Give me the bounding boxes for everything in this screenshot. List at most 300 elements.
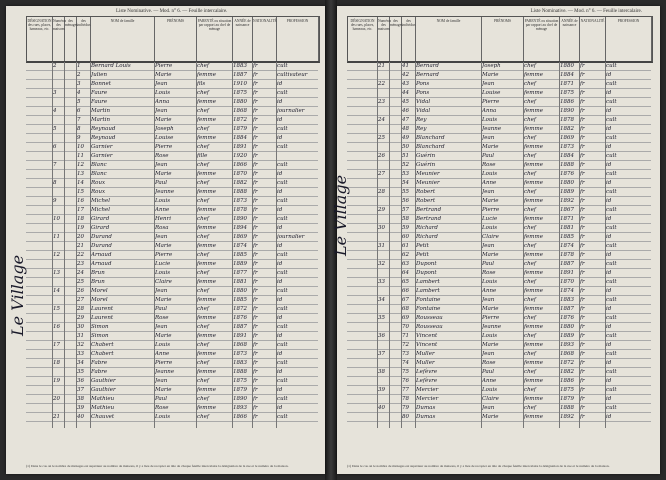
cell-prof: id <box>277 81 283 87</box>
cell-prof: id <box>277 261 283 267</box>
table-row <box>26 215 318 224</box>
cell-rel: chef <box>197 162 209 168</box>
cell-first: Jeanne <box>155 189 175 195</box>
cell-rel: chef <box>197 90 209 96</box>
cell-year: 1874 <box>560 243 574 249</box>
cell-name: Bernard <box>416 63 439 69</box>
cell-prof: cult <box>606 81 617 87</box>
cell-year: 1891 <box>233 144 247 150</box>
cell-n: 41 <box>402 63 409 69</box>
cell-first: Louis <box>155 90 171 96</box>
cell-year: 1881 <box>233 279 247 285</box>
cell-n: 12 <box>77 162 84 168</box>
cell-n: 35 <box>77 369 84 375</box>
cell-name: Rousseau <box>416 315 443 321</box>
cell-rel: chef <box>197 360 209 366</box>
cell-nat: fr <box>253 351 258 357</box>
cell-nat: fr <box>580 414 585 420</box>
cell-rel: femme <box>197 333 216 339</box>
cell-rel: femme <box>524 252 543 258</box>
cell-year: 1885 <box>233 252 247 258</box>
cell-prof: id <box>606 144 612 150</box>
cell-name: Martin <box>91 117 111 123</box>
cell-first: Paul <box>482 153 495 159</box>
cell-first: Paul <box>482 369 495 375</box>
cell-year: 1869 <box>233 234 247 240</box>
table-row <box>26 206 318 215</box>
cell-rel: femme <box>197 315 216 321</box>
cell-first: Jean <box>155 378 168 384</box>
cell-m: 18 <box>53 360 60 366</box>
table-row <box>26 188 318 197</box>
cell-nat: fr <box>580 135 585 141</box>
cell-rel: femme <box>197 225 216 231</box>
cell-n: 9 <box>77 135 81 141</box>
cell-nat: fr <box>253 405 258 411</box>
cell-year: 1876 <box>560 171 574 177</box>
column-rule <box>401 62 402 428</box>
cell-rel: femme <box>524 90 543 96</box>
cell-nat: fr <box>580 189 585 195</box>
cell-prof: cult <box>277 90 288 96</box>
cell-n: 19 <box>77 225 84 231</box>
cell-name: Morel <box>91 297 108 303</box>
header-cell: NATIONALITÉ <box>580 17 606 61</box>
cell-name: Girard <box>91 225 110 231</box>
cell-prof: cult <box>277 378 288 384</box>
table-row <box>26 98 318 107</box>
cell-prof: id <box>277 99 283 105</box>
cell-nat: fr <box>253 99 258 105</box>
cell-year: 1873 <box>233 351 247 357</box>
cell-rel: femme <box>524 414 543 420</box>
cell-prof: cult <box>277 360 288 366</box>
cell-first: Rose <box>155 405 169 411</box>
cell-rel: chef <box>197 324 209 330</box>
cell-rel: chef <box>524 333 536 339</box>
cell-m: 27 <box>378 171 385 177</box>
cell-name: Morel <box>91 288 108 294</box>
cell-nat: fr <box>253 270 258 276</box>
cell-n: 76 <box>402 378 409 384</box>
cell-n: 13 <box>77 171 84 177</box>
cell-first: Joseph <box>482 63 501 69</box>
cell-prof: cult <box>277 198 288 204</box>
cell-nat: fr <box>580 90 585 96</box>
cell-rel: chef <box>524 81 536 87</box>
cell-prof: cult <box>277 288 288 294</box>
cell-first: Paul <box>155 306 168 312</box>
cell-year: 1875 <box>233 378 247 384</box>
cell-prof: id <box>606 72 612 78</box>
cell-first: Jean <box>155 324 168 330</box>
cell-first: Louis <box>482 225 498 231</box>
column-rule <box>76 62 77 428</box>
cell-n: 57 <box>402 207 409 213</box>
table-row <box>26 305 318 314</box>
cell-n: 61 <box>402 243 409 249</box>
cell-prof: id <box>606 288 612 294</box>
cell-year: 1879 <box>560 396 574 402</box>
cell-n: 51 <box>402 153 409 159</box>
cell-n: 73 <box>402 351 409 357</box>
cell-m: 21 <box>53 414 60 420</box>
cell-year: 1880 <box>560 324 574 330</box>
cell-name: Roux <box>91 189 106 195</box>
cell-year: 1873 <box>233 198 247 204</box>
cell-rel: femme <box>197 99 216 105</box>
cell-prof: id <box>606 378 612 384</box>
cell-name: Mathieu <box>91 396 115 402</box>
cell-nat: fr <box>253 225 258 231</box>
cell-nat: fr <box>253 414 258 420</box>
cell-rel: chef <box>524 315 536 321</box>
cell-year: 1880 <box>233 288 247 294</box>
cell-name: Bernard Louis <box>91 63 131 69</box>
cell-rel: chef <box>197 180 209 186</box>
cell-m: 29 <box>378 207 385 213</box>
cell-first: Louis <box>482 387 498 393</box>
cell-nat: fr <box>580 324 585 330</box>
cell-n: 6 <box>77 108 81 114</box>
cell-name: Girard <box>91 216 110 222</box>
cell-prof: cult <box>277 162 288 168</box>
cell-year: 1888 <box>560 162 574 168</box>
header-cell: NOM de famille <box>416 17 482 61</box>
cell-first: Anne <box>482 378 497 384</box>
cell-first: Louis <box>482 279 498 285</box>
footnote: (1) Dans le cas où le nombre de ménages est supérieur au nombre de maisons, il y a lieu de recopier en tête de chaque feuille intercalaire la désignation de la rue et le numéro de la maison. <box>347 463 610 468</box>
cell-n: 69 <box>402 315 409 321</box>
cell-name: Brun <box>91 270 105 276</box>
cell-rel: chef <box>524 297 536 303</box>
cell-n: 7 <box>77 117 81 123</box>
cell-nat: fr <box>580 81 585 87</box>
cell-nat: fr <box>253 180 258 186</box>
cell-prof: id <box>277 279 283 285</box>
cell-m: 33 <box>378 279 385 285</box>
cell-name: Martin <box>91 108 111 114</box>
cell-name: Guérin <box>416 162 436 168</box>
cell-rel: femme <box>524 306 543 312</box>
cell-year: 1892 <box>560 198 574 204</box>
cell-year: 1869 <box>560 135 574 141</box>
cell-first: Pierre <box>155 360 173 366</box>
cell-nat: fr <box>580 153 585 159</box>
right-page <box>331 6 660 474</box>
cell-n: 43 <box>402 81 409 87</box>
cell-rel: chef <box>197 198 209 204</box>
table-row <box>26 350 318 359</box>
cell-nat: fr <box>253 81 258 87</box>
cell-nat: fr <box>580 108 585 114</box>
cell-name: Chauvet <box>91 414 115 420</box>
cell-m: 9 <box>53 198 57 204</box>
cell-name: Robert <box>416 189 436 195</box>
cell-first: Anne <box>482 180 497 186</box>
cell-nat: fr <box>580 360 585 366</box>
cell-n: 60 <box>402 234 409 240</box>
table-row <box>26 251 318 260</box>
cell-nat: fr <box>580 387 585 393</box>
cell-n: 25 <box>77 279 84 285</box>
cell-m: 15 <box>53 306 60 312</box>
cell-year: 1887 <box>233 324 247 330</box>
cell-name: Muller <box>416 360 435 366</box>
cell-name: Durand <box>91 243 112 249</box>
column-rule <box>605 62 606 428</box>
cell-rel: femme <box>524 342 543 348</box>
cell-prof: id <box>277 297 283 303</box>
cell-first: Marie <box>155 333 172 339</box>
running-title: Liste Nominative. — Mod. n° 6. — Feuille intercalaire. <box>530 9 642 14</box>
cell-rel: chef <box>197 216 209 222</box>
cell-prof: cult <box>606 387 617 393</box>
cell-first: Marie <box>482 306 499 312</box>
cell-rel: chef <box>197 342 209 348</box>
cell-name: Lefèvre <box>416 369 438 375</box>
cell-year: 1870 <box>560 279 574 285</box>
cell-first: Marie <box>482 414 499 420</box>
cell-rel: chef <box>197 234 209 240</box>
cell-prof: id <box>277 351 283 357</box>
cell-rel: chef <box>524 207 536 213</box>
header-cell: des ménages <box>65 17 77 61</box>
cell-nat: fr <box>580 126 585 132</box>
cell-nat: fr <box>253 135 258 141</box>
cell-first: Anna <box>155 99 170 105</box>
cell-year: 1886 <box>560 378 574 384</box>
cell-rel: chef <box>197 396 209 402</box>
cell-rel: femme <box>197 189 216 195</box>
cell-n: 71 <box>402 333 409 339</box>
cell-m: 6 <box>53 144 57 150</box>
column-rule <box>154 62 155 428</box>
cell-prof: cult <box>606 333 617 339</box>
cell-year: 1876 <box>560 315 574 321</box>
cell-nat: fr <box>253 306 258 312</box>
cell-prof: cult <box>277 252 288 258</box>
cell-prof: id <box>606 180 612 186</box>
cell-rel: chef <box>197 306 209 312</box>
cell-first: Rose <box>482 360 496 366</box>
cell-nat: fr <box>580 144 585 150</box>
cell-name: Muller <box>416 351 435 357</box>
cell-name: Chabert <box>91 342 114 348</box>
cell-first: Marie <box>155 72 172 78</box>
cell-first: Rose <box>482 162 496 168</box>
column-rule <box>559 62 560 428</box>
cell-n: 32 <box>77 342 84 348</box>
cell-nat: fr <box>253 72 258 78</box>
header-cell: NATIONALITÉ <box>253 17 277 61</box>
cell-name: Julien <box>91 72 108 78</box>
cell-year: 1882 <box>560 126 574 132</box>
cell-first: Paul <box>155 396 168 402</box>
cell-nat: fr <box>580 270 585 276</box>
cell-prof: cult <box>277 144 288 150</box>
cell-nat: fr <box>580 99 585 105</box>
cell-year: 1883 <box>560 297 574 303</box>
cell-nat: fr <box>253 144 258 150</box>
cell-year: 1875 <box>560 387 574 393</box>
cell-year: 1871 <box>560 216 574 222</box>
cell-nat: fr <box>580 180 585 186</box>
table-row <box>26 161 318 170</box>
cell-m: 35 <box>378 315 385 321</box>
cell-rel: femme <box>524 288 543 294</box>
cell-name: Vidal <box>416 108 431 114</box>
cell-prof: id <box>277 225 283 231</box>
cell-first: Jeanne <box>482 126 502 132</box>
cell-n: 39 <box>77 405 84 411</box>
cell-prof: id <box>606 234 612 240</box>
cell-year: 1868 <box>560 351 574 357</box>
cell-rel: femme <box>524 216 543 222</box>
cell-year: 1884 <box>560 72 574 78</box>
cell-nat: fr <box>580 225 585 231</box>
left-page <box>6 6 325 474</box>
cell-year: 1887 <box>560 306 574 312</box>
cell-n: 18 <box>77 216 84 222</box>
cell-rel: femme <box>197 405 216 411</box>
cell-prof: cult <box>277 126 288 132</box>
cell-year: 1874 <box>233 243 247 249</box>
cell-rel: chef <box>197 270 209 276</box>
cell-year: 1872 <box>560 360 574 366</box>
cell-n: 68 <box>402 306 409 312</box>
cell-nat: fr <box>580 378 585 384</box>
cell-n: 70 <box>402 324 409 330</box>
cell-n: 22 <box>77 252 84 258</box>
cell-name: Blanc <box>91 162 107 168</box>
table-row <box>26 359 318 368</box>
cell-m: 13 <box>53 270 60 276</box>
cell-name: Garnier <box>91 153 113 159</box>
cell-m: 19 <box>53 378 60 384</box>
cell-n: 10 <box>77 144 84 150</box>
cell-rel: fils <box>197 81 206 87</box>
cell-prof: id <box>277 315 283 321</box>
cell-rel: femme <box>524 360 543 366</box>
cell-prof: id <box>277 135 283 141</box>
table-row <box>26 170 318 179</box>
cell-nat: fr <box>253 315 258 321</box>
header-cell: DÉSIGNATION des rues, places, hameaux, etc. <box>27 17 53 61</box>
cell-name: Vincent <box>416 333 438 339</box>
cell-name: Mathieu <box>91 405 115 411</box>
cell-prof: id <box>277 189 283 195</box>
cell-name: Vincent <box>416 342 438 348</box>
table-row <box>26 323 318 332</box>
cell-nat: fr <box>253 279 258 285</box>
header-cell: des individus <box>77 17 91 61</box>
cell-n: 37 <box>77 387 84 393</box>
cell-name: Bernard <box>416 72 439 78</box>
cell-name: Dumas <box>416 414 436 420</box>
cell-rel: femme <box>197 369 216 375</box>
cell-n: 26 <box>77 288 84 294</box>
cell-year: 1877 <box>233 270 247 276</box>
cell-m: 8 <box>53 180 57 186</box>
cell-rel: femme <box>197 261 216 267</box>
cell-nat: fr <box>580 198 585 204</box>
cell-m: 5 <box>53 126 57 132</box>
cell-name: Chabert <box>91 351 114 357</box>
cell-rel: femme <box>197 387 216 393</box>
cell-name: Simon <box>91 333 109 339</box>
cell-first: Rose <box>482 270 496 276</box>
table-row <box>26 260 318 269</box>
cell-rel: chef <box>524 225 536 231</box>
cell-name: Laurent <box>91 315 114 321</box>
cell-m: 17 <box>53 342 60 348</box>
cell-first: Louis <box>482 117 498 123</box>
cell-first: Louis <box>155 198 171 204</box>
cell-year: 1889 <box>233 261 247 267</box>
cell-n: 33 <box>77 351 84 357</box>
cell-nat: fr <box>253 198 258 204</box>
cell-n: 3 <box>77 81 81 87</box>
cell-name: Lefèvre <box>416 378 438 384</box>
cell-prof: id <box>606 396 612 402</box>
cell-first: Paul <box>155 180 168 186</box>
cell-nat: fr <box>253 261 258 267</box>
cell-name: Durand <box>91 234 112 240</box>
cell-name: Blanc <box>91 171 107 177</box>
cell-first: Claire <box>155 279 172 285</box>
cell-rel: chef <box>197 144 209 150</box>
cell-first: Paul <box>482 261 495 267</box>
cell-rel: femme <box>197 117 216 123</box>
cell-nat: fr <box>580 72 585 78</box>
cell-year: 1889 <box>560 333 574 339</box>
header-cell: PARENTÉ ou situation par rapport au chef de ménage <box>524 17 560 61</box>
cell-rel: femme <box>524 234 543 240</box>
cell-name: Fabre <box>91 369 108 375</box>
cell-first: Jean <box>482 351 495 357</box>
cell-nat: fr <box>253 234 258 240</box>
cell-nat: fr <box>580 279 585 285</box>
cell-nat: fr <box>253 288 258 294</box>
cell-rel: chef <box>524 243 536 249</box>
cell-name: Blanchard <box>416 144 445 150</box>
cell-n: 52 <box>402 162 409 168</box>
cell-year: 1884 <box>560 153 574 159</box>
table-header <box>347 16 653 63</box>
cell-rel: femme <box>197 207 216 213</box>
cell-rel: chef <box>197 414 209 420</box>
cell-year: 1878 <box>560 252 574 258</box>
cell-rel: chef <box>524 387 536 393</box>
cell-year: 1879 <box>233 387 247 393</box>
cell-first: Jean <box>155 108 168 114</box>
cell-first: Jean <box>482 243 495 249</box>
column-rule <box>579 62 580 428</box>
table-row <box>26 377 318 386</box>
cell-m: 24 <box>378 117 385 123</box>
cell-year: 1892 <box>560 414 574 420</box>
cell-name: Bonnet <box>91 81 111 87</box>
cell-first: Marie <box>155 387 172 393</box>
cell-prof: cult <box>277 180 288 186</box>
table-row <box>26 89 318 98</box>
cell-year: 1867 <box>560 207 574 213</box>
cell-m: 34 <box>378 297 385 303</box>
column-rule <box>52 62 53 428</box>
column-rule <box>523 62 524 428</box>
column-rule <box>64 62 65 428</box>
